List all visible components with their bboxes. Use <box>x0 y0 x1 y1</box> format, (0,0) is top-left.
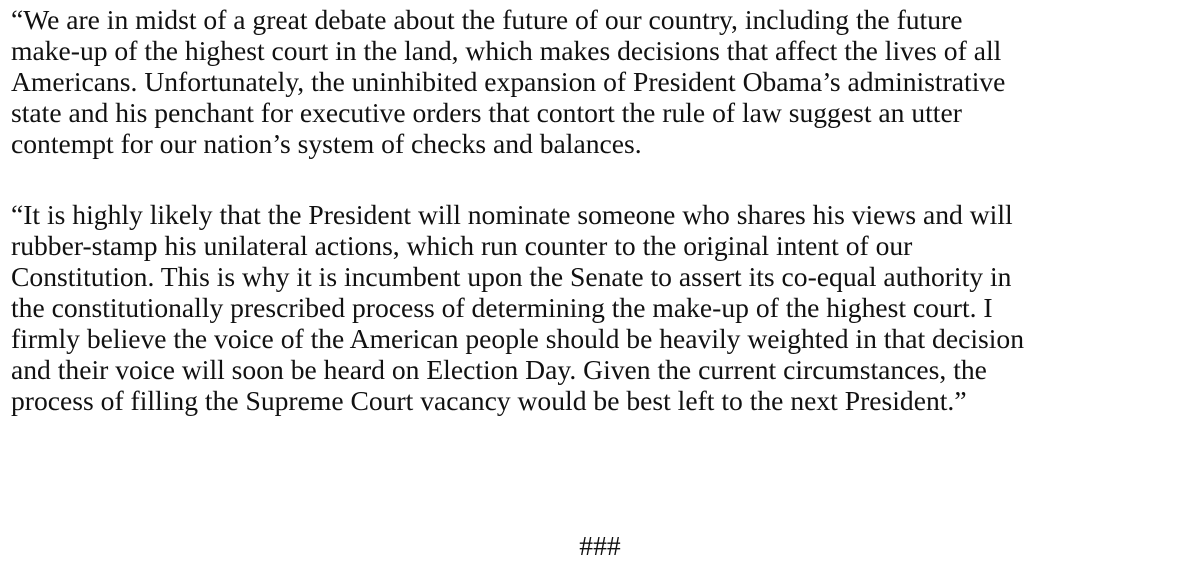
text-line: the constitutionally prescribed process of determining the make-up of the highest court. I <box>11 292 993 323</box>
text-line: make-up of the highest court in the land, which makes decisions that affect the lives of all <box>11 35 1002 66</box>
paragraph-spacer <box>11 159 1199 199</box>
text-line: firmly believe the voice of the American people should be heavily weighted in that decision <box>11 323 1024 354</box>
text-line: Americans. Unfortunately, the uninhibited expansion of President Obama’s administrative <box>11 66 1006 97</box>
text-line: Constitution. This is why it is incumbent upon the Senate to assert its co-equal authority in <box>11 261 1012 292</box>
text-line: process of filling the Supreme Court vacancy would be best left to the next President.” <box>11 385 967 416</box>
text-line: “We are in midst of a great debate about the future of our country, including the future <box>11 4 963 35</box>
text-line: contempt for our nation’s system of checks and balances. <box>11 128 642 159</box>
text-line: rubber-stamp his unilateral actions, which run counter to the original intent of our <box>11 230 913 261</box>
text-line: “It is highly likely that the President will nominate someone who shares his views and will <box>11 199 1013 230</box>
press-statement <box>11 4 1199 416</box>
end-of-release-mark: ### <box>579 530 621 561</box>
text-line: state and his penchant for executive orders that contort the rule of law suggest an utter <box>11 97 962 128</box>
statement-paragraph-2 <box>11 199 1199 416</box>
text-line: and their voice will soon be heard on Election Day. Given the current circumstances, the <box>11 354 987 385</box>
statement-paragraph-1 <box>11 4 1199 159</box>
